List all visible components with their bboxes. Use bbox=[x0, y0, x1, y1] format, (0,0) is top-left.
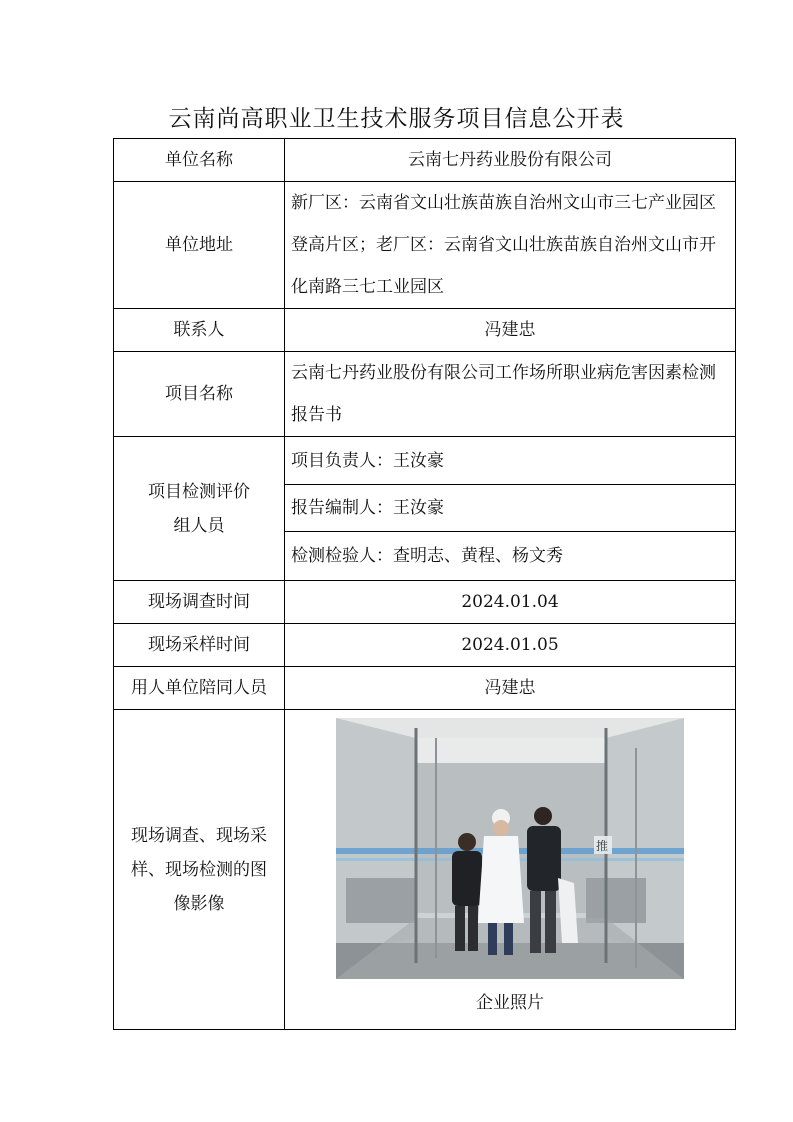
table-row bbox=[114, 182, 736, 309]
team-label-line2: 组人员 bbox=[173, 515, 225, 536]
images-label-line1: 现场调查、现场采 bbox=[131, 825, 267, 846]
survey-time-label: 现场调查时间 bbox=[114, 581, 285, 624]
table-row bbox=[114, 309, 736, 352]
table-row bbox=[114, 624, 736, 667]
sampling-time-label: 现场采样时间 bbox=[114, 624, 285, 667]
inspectors: 检测检验人：查明志、黄程、杨文秀 bbox=[285, 532, 736, 581]
escort-value: 冯建忠 bbox=[285, 667, 736, 710]
project-name-value: 云南七丹药业股份有限公司工作场所职业病危害因素检测报告书 bbox=[285, 352, 736, 437]
images-label-line3: 像影像 bbox=[173, 893, 225, 914]
table-row bbox=[114, 581, 736, 624]
table-row bbox=[114, 710, 736, 1030]
images-label bbox=[114, 710, 285, 1030]
contact-label: 联系人 bbox=[114, 309, 285, 352]
team-label bbox=[114, 437, 285, 581]
table-row bbox=[114, 667, 736, 710]
images-label-line2: 样、现场检测的图 bbox=[131, 859, 267, 880]
images-cell bbox=[285, 710, 736, 1030]
company-photo-illustration bbox=[336, 718, 684, 979]
escort-label: 用人单位陪同人员 bbox=[114, 667, 285, 710]
table-row bbox=[114, 139, 736, 182]
unit-name-value: 云南七丹药业股份有限公司 bbox=[285, 139, 736, 182]
contact-value: 冯建忠 bbox=[285, 309, 736, 352]
unit-name-label: 单位名称 bbox=[114, 139, 285, 182]
door-sign: 推 bbox=[596, 839, 609, 853]
report-compiler: 报告编制人：王汝豪 bbox=[285, 485, 736, 532]
survey-time-value: 2024.01.04 bbox=[285, 581, 736, 624]
project-leader: 项目负责人：王汝豪 bbox=[285, 437, 736, 485]
team-label-line1: 项目检测评价 bbox=[148, 481, 250, 502]
company-photo bbox=[336, 718, 684, 979]
unit-address-value: 新厂区：云南省文山壮族苗族自治州文山市三七产业园区登高片区；老厂区：云南省文山壮族苗族自治州文山市开化南路三七工业园区 bbox=[285, 182, 736, 309]
table-row bbox=[114, 437, 736, 485]
project-name-label: 项目名称 bbox=[114, 352, 285, 437]
table-row bbox=[114, 352, 736, 437]
info-table bbox=[113, 138, 736, 1030]
photo-caption: 企业照片 bbox=[476, 993, 544, 1013]
sampling-time-value: 2024.01.05 bbox=[285, 624, 736, 667]
unit-address-label: 单位地址 bbox=[114, 182, 285, 309]
page-title: 云南尚高职业卫生技术服务项目信息公开表 bbox=[168, 106, 625, 132]
